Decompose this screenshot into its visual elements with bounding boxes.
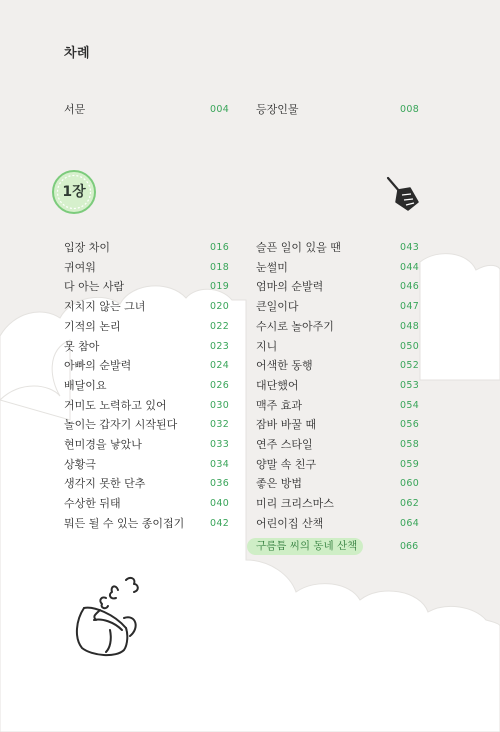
entry-label: 서문 [64,103,86,116]
entry-label: 슬픈 일이 있을 땐 [256,241,341,254]
entry-page: 033 [210,439,230,450]
entry-label: 미리 크리스마스 [256,497,334,511]
toc-entry[interactable] [64,516,228,532]
entry-page: 008 [400,104,420,115]
entry-page: 054 [400,399,420,411]
entry-label: 놀이는 갑자기 시작된다 [64,418,178,432]
entry-page: 042 [210,517,230,529]
toc-entry[interactable] [64,476,228,492]
entry-label: 귀여워 [64,260,96,274]
entry-label: 양말 속 친구 [256,457,317,471]
toc-entry[interactable] [256,417,420,433]
entry-label: 눈썰미 [256,260,288,274]
toc-entry-extra[interactable] [247,538,363,555]
toc-entry[interactable] [64,279,228,295]
entry-page: 016 [210,242,230,253]
entry-label: 뭐든 될 수 있는 종이접기 [64,516,185,530]
entry-page: 019 [210,281,230,293]
entry-label: 지니 [256,339,278,353]
entry-page: 046 [400,281,420,293]
entry-label: 생각지 못한 단추 [64,477,146,491]
entry-page: 053 [400,379,420,391]
toc-entry[interactable] [256,260,420,276]
toc-title: 차례 [64,46,91,61]
entry-label: 잠바 바꿀 때 [256,418,317,432]
toc-entry[interactable] [64,417,228,433]
entry-label: 엄마의 순발력 [256,280,324,294]
chapter-badge [50,168,98,216]
entry-page: 060 [400,478,420,490]
entry-page: 026 [210,379,230,391]
entry-label: 수상한 뒤태 [64,497,121,511]
entry-page: 004 [210,104,230,115]
entry-label: 어린이집 산책 [256,516,324,530]
toc-entry[interactable] [64,457,228,473]
entry-page: 020 [210,301,230,313]
toc-entry[interactable] [64,299,228,315]
toc-entry[interactable] [256,378,420,394]
entry-page: 023 [210,340,230,352]
toc-entry-characters[interactable] [256,102,420,118]
toc-entry[interactable] [64,240,228,256]
toc-entry[interactable] [256,476,420,492]
entry-label: 거미도 노력하고 있어 [64,398,167,412]
extra-page: 066 [400,541,419,552]
extra-label: 구름틈 씨의 동네 산책 [256,540,358,552]
entry-label: 큰일이다 [256,300,299,314]
entry-label: 현미경을 낳았나 [64,438,142,451]
toc-entry[interactable] [64,496,228,512]
entry-page: 034 [210,458,230,470]
toc-entry[interactable] [256,496,420,512]
entry-label: 어색한 동행 [256,359,313,373]
entry-label: 다 아는 사람 [64,280,125,294]
toc-entry-preface[interactable] [64,102,228,118]
entry-label: 대단했어 [256,378,299,392]
entry-page: 062 [400,498,420,510]
entry-page: 050 [400,340,420,352]
entry-page: 022 [210,320,230,332]
toc-entry[interactable] [256,437,420,453]
chapter-label: 1장 [62,184,86,200]
entry-page: 024 [210,360,230,372]
spatula-icon [380,172,424,216]
entry-label: 수시로 놀아주기 [256,319,334,333]
toc-entry[interactable] [64,378,228,394]
toc-entry[interactable] [64,398,228,414]
entry-page: 059 [400,458,420,470]
toc-entry[interactable] [64,319,228,335]
entry-page: 064 [400,517,420,529]
toc-entry[interactable] [64,437,228,453]
entry-page: 040 [210,498,230,510]
toc-entry[interactable] [256,279,420,295]
toc-entry[interactable] [256,299,420,315]
toc-entry[interactable] [256,240,420,256]
entry-label: 못 참아 [64,339,100,353]
toc-entry[interactable] [256,457,420,473]
entry-label: 연주 스타일 [256,438,313,451]
entry-page: 032 [210,419,230,431]
toc-entry[interactable] [64,339,228,355]
toc-entry[interactable] [64,358,228,374]
entry-page: 056 [400,419,420,431]
entry-page: 047 [400,301,420,313]
entry-page: 058 [400,439,420,450]
entry-label: 배달이요 [64,378,107,392]
toc-entry[interactable] [256,516,420,532]
toc-entry[interactable] [256,319,420,335]
entry-page: 043 [400,242,420,253]
toc-entry[interactable] [256,358,420,374]
spilled-mug-icon [66,570,158,666]
entry-page: 036 [210,478,230,490]
entry-label: 상황극 [64,457,96,471]
entry-page: 048 [400,320,420,332]
toc-entry[interactable] [64,260,228,276]
entry-page: 030 [210,399,230,411]
entry-label: 입장 차이 [64,241,111,254]
entry-page: 044 [400,261,420,273]
entry-label: 등장인물 [256,103,299,116]
entry-label: 좋은 방법 [256,477,303,491]
entry-label: 맥주 효과 [256,398,303,412]
entry-label: 지치지 않는 그녀 [64,300,146,314]
entry-label: 아빠의 순발력 [64,359,132,373]
toc-entry[interactable] [256,398,420,414]
entry-label: 기적의 논리 [64,319,121,333]
toc-entry[interactable] [256,339,420,355]
entry-page: 018 [210,261,230,273]
entry-page: 052 [400,360,420,372]
